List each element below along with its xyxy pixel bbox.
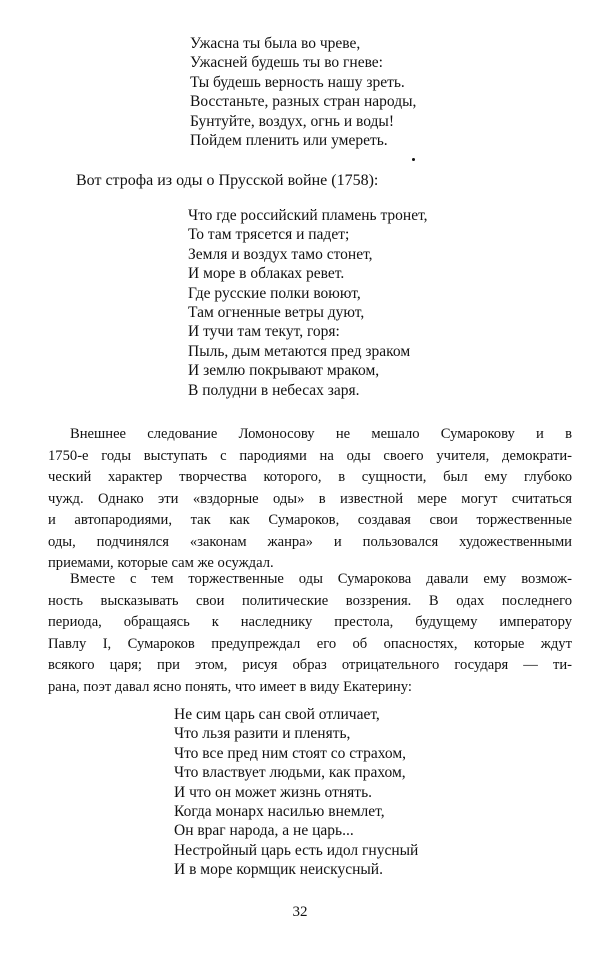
paragraph-2 [48, 569, 572, 698]
verse-line: Нестройный царь есть идол гнусный [174, 841, 419, 859]
paragraph-line: Павлу I, Сумароков предупреждал его об опасностях, которые ждут [48, 635, 572, 652]
verse-line: Земля и воздух тамо стонет, [188, 245, 373, 263]
intro-line: Вот строфа из оды о Прусской войне (1758): [76, 172, 379, 189]
verse-line: И что он может жизнь отнять. [174, 783, 373, 801]
print-speck [412, 158, 415, 161]
verse-line: Что льзя разити и пленять, [174, 725, 351, 743]
verse-line: Ты будешь верность нашу зреть. [190, 73, 405, 91]
verse-stanza-1 [190, 34, 416, 150]
verse-line: Он враг народа, а не царь... [174, 822, 354, 840]
paragraph-line: всякого царя; при этом, рисуя образ отрицательного государя — ти- [48, 657, 572, 673]
verse-line: И море в облаках ревет. [188, 265, 345, 283]
verse-stanza-2 [188, 206, 428, 400]
verse-line: Не сим царь сан свой отличает, [174, 706, 380, 723]
verse-line: В полудни в небесах заря. [188, 381, 360, 399]
verse-line: Пыль, дым метаются пред зраком [188, 342, 411, 360]
page-number: 32 [292, 904, 308, 920]
verse-line: Ужасна ты была во чреве, [190, 35, 361, 52]
paragraph-line: Внешнее следование Ломоносову не мешало Сумарокову и в [70, 426, 572, 442]
verse-stanza-3 [174, 705, 418, 880]
verse-line: Где русские полки воюют, [188, 284, 361, 302]
verse-line: То там трясется и падет; [188, 226, 350, 244]
verse-line: И землю покрывают мраком, [188, 362, 380, 380]
paragraph-line: рана, поэт давал ясно понять, что имеет в виду Екатерину: [48, 678, 412, 695]
paragraph-line: периода, обращаясь к наследнику престола, будущему императору [48, 614, 572, 630]
paragraph-line: чужд. Однако эти «вздорные оды» в известной мере могут считаться [48, 490, 572, 507]
verse-line: Там огненные ветры дуют, [188, 304, 365, 322]
paragraph-line: 1750-е годы выступать с пародиями на оды своего учителя, демократи- [48, 447, 572, 464]
paragraph-line: ческий характер творчества которого, в сущности, был ему глубоко [48, 469, 572, 485]
verse-line: Восстаньте, разных стран народы, [190, 93, 417, 111]
verse-line: И тучи там текут, горя: [188, 323, 340, 341]
verse-line: Пойдем пленить или умереть. [190, 132, 388, 150]
paragraph-line: приемами, которые сам же осуждал. [48, 555, 274, 571]
paragraph-line: и автопародиями, так как Сумароков, создавая свои торжественные [48, 512, 572, 528]
verse-line: И в море кормщик неискусный. [174, 861, 383, 879]
verse-line: Ужасней будешь ты во гневе: [190, 54, 383, 72]
verse-line: Когда монарх насилью внемлет, [174, 803, 385, 821]
verse-line: Что властвует людьми, как прахом, [174, 764, 406, 782]
verse-line: Что все пред ним стоят со страхом, [174, 744, 407, 762]
verse-line: Бунтуйте, воздух, огнь и воды! [190, 112, 395, 130]
paragraph-1 [48, 424, 572, 575]
paragraph-line: оды, подчинялся «законам жанра» и пользовался художественными [48, 533, 572, 550]
verse-line: Что где российский пламень тронет, [188, 207, 428, 224]
paragraph-line: Вместе с тем торжественные оды Сумарокова давали ему возмож- [70, 571, 572, 587]
paragraph-line: ность высказывать свои политические воззрения. В одах последнего [48, 592, 572, 609]
